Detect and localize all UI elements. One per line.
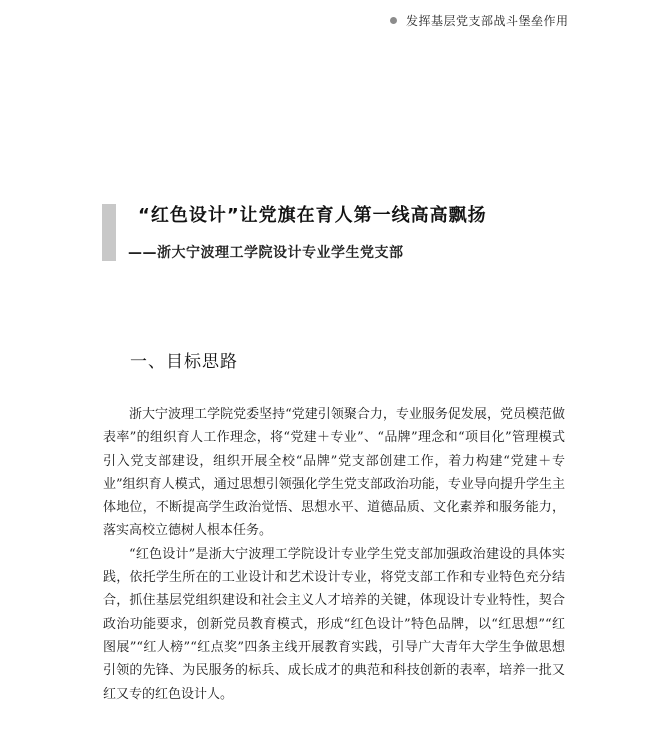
bullet-dot-icon: [390, 17, 397, 24]
title-accent-bar: [102, 204, 116, 261]
running-header-text: 发挥基层党支部战斗堡垒作用: [406, 13, 569, 28]
paragraph-1: 浙大宁波理工学院党委坚持“党建引领聚合力，专业服务促发展，党员模范做表率”的组织育人工作理念，将“党建＋专业”、“品牌”理念和“项目化”管理模式引入党支部建设，组织开展全校“品牌”党支部创建工作，着力构建“党建＋专业”组织育人模式，通过思想引领强化学生党支部政治功能，专业导向提升学生主体地位，不断提高学生政治觉悟、思想水平、道德品质、文化素养和服务能力，落实高校立德树人根本任务。: [103, 407, 565, 539]
article-body: [103, 403, 565, 706]
article-title: “红色设计”让党旗在育人第一线高高飘扬: [138, 205, 487, 226]
running-header: [390, 10, 569, 30]
paragraph-2: “红色设计”是浙大宁波理工学院设计专业学生党支部加强政治建设的具体实践，依托学生所在的工业设计和艺术设计专业，将党支部工作和专业特色充分结合，抓住基层党组织建设和社会主义人才培养的关键，体现设计专业特性，契合政治功能要求，创新党员教育模式，形成“红色设计”特色品牌，以“红思想”“红图展”“红人榜”“红点奖”四条主线开展教育实践，引导广大青年大学生争做思想引领的先锋、为民服务的标兵、成长成才的典范和科技创新的表率，培养一批又红又专的红色设计人。: [103, 546, 565, 702]
section-heading: 一、目标思路: [130, 352, 238, 372]
article-subtitle: ——浙大宁波理工学院设计专业学生党支部: [128, 245, 404, 261]
